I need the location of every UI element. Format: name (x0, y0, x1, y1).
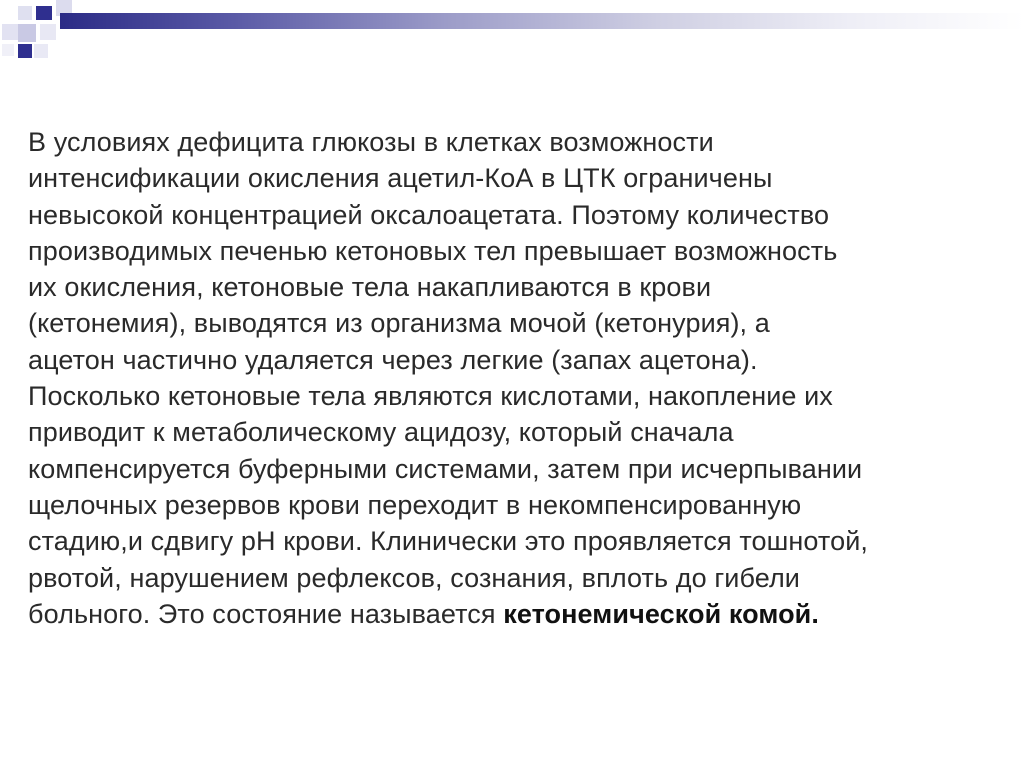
decor-square (18, 6, 32, 20)
decor-square (2, 44, 14, 56)
decor-square (36, 6, 52, 20)
decor-square (34, 44, 48, 58)
decor-square (18, 44, 32, 58)
header-gradient-bar (60, 13, 1024, 29)
decor-square (18, 24, 36, 42)
bold-term: кетонемической комой. (503, 598, 819, 629)
body-paragraph: В условиях дефицита глюкозы в клетках возможности интенсификации окисления ацетил-КоА в ЦТК ограничены невысокой концентрацией оксалоацетата. Поэтому количество производимых печенью кетоновых тел превышает возможность их окисления, кетоновые тела накапливаются в крови (кетонемия), выводятся из организма мочой (кетонурия), а ацетон частично удаляется через легкие (запах ацетона). Посколько кетоновые тела являются кислотами, накопление их приводит к метаболическому ацидозу, который сначала компенсируется буферными системами, затем при исчерпывании щелочных резервов крови переходит в некомпенсированную стадию,и сдвигу рН крови. Клинически это проявляется тошнотой, рвотой, нарушением рефлексов, сознания, вплоть до гибели больного. Это состояние называется (28, 127, 868, 629)
decor-square (40, 24, 56, 40)
slide-body-text (28, 124, 1008, 632)
decor-square (2, 24, 18, 40)
